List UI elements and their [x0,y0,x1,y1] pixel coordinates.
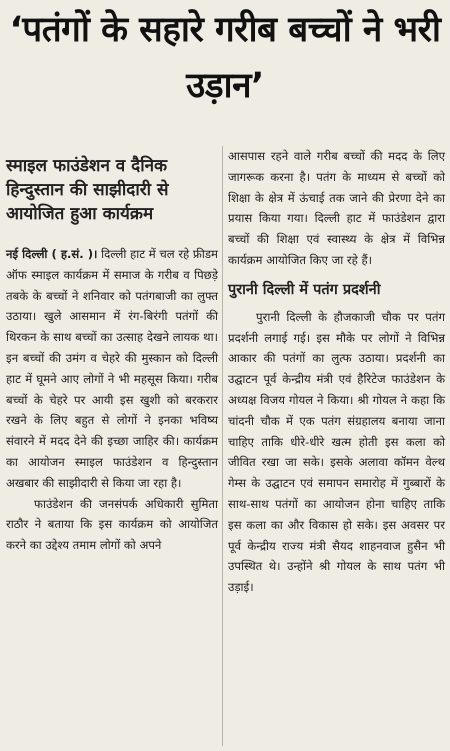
column-divider [222,146,223,746]
section-heading: पुरानी दिल्ली में पतंग प्रदर्शनी [228,281,381,298]
lead-paragraph-text: दिल्ली हाट में चल रहे फ्रीडम ऑफ स्माइल कार्यक्रम में समाज के गरीब व पिछड़े तबके के बच्चों ने शनिवार को पतंगबाजी का लुफ्त उठाया। खुले आसमान में रंग-बिरंगी पतंगों की थिरकन के साथ बच्चों का उत्साह देखने लायक था। इन बच्चों की उमंग व चेहरे की मुस्कान को दिल्ली हाट में घूमने आए लोगों ने भी महसूस किया। गरीब बच्चों के चेहरे पर आयी इस खुशी को बरकरार रखने के लिए बहुत से लोगों ने इनका भविष्य संवारने में मदद देने की इच्छा जाहिर की। कार्यक्रम का आयोजन स्माइल फाउंडेशन व हिन्दुस्तान अखबार की साझीदारी से किया जा रहा है। [6,247,218,490]
subheadline: स्माइल फाउंडेशन व दैनिक हिन्दुस्तान की साझीदारी से आयोजित हुआ कार्यक्रम [6,156,169,224]
headline: ‘पतंगों के सहारे गरीब बच्चों ने भरी उड़ान’ [9,10,441,106]
dateline: नई दिल्ली ( ह.सं. )। [6,247,98,261]
exhibition-paragraph: पुरानी दिल्ली के हौजकाजी चौक पर पतंग प्रदर्शनी लगाई गई। इस मौके पर लोगों ने विभिन्न आकार की पतंगों का लुत्फ उठाया। प्रदर्शनी का उद्घाटन पूर्व केन्द्रीय मंत्री एवं हैरिटेज फाउंडेशन के अध्यक्ष विजय गोयल ने किया। श्री गोयल ने कहा कि चांदनी चौक में एक पतंग संग्रहालय बनाया जाना चाहिए ताकि धीरे-धीरे खत्म होती इस कला को जीवित रखा जा सके। इसके अलावा कॉमन वेल्थ गेम्स के उद्घाटन एवं समापन समारोह में गुब्बारों के साथ-साथ पतंगों का आयोजन होना चाहिए ताकि इस कला का और विकास हो सके। इस अवसर पर पूर्व केन्द्रीय राज्य मंत्री सैयद शाहनवाज हुसैन भी उपस्थित थे। उन्होंने श्री गोयल के साथ पतंग भी उड़ाई। [228,309,445,595]
right-column [228,146,445,598]
lead-paragraph [6,244,218,494]
second-paragraph: फाउंडेशन की जनसंपर्क अधिकारी सुमिता राठौर ने बताया कि इस कार्यक्रम को आयोजित करने का उद्देश्य तमाम लोगों को अपने [6,496,218,553]
left-column [6,146,218,556]
continued-paragraph: आसपास रहने वाले गरीब बच्चों की मदद के लिए जागरूक करना है। पतंग के माध्यम से बच्चों को शिक्षा के क्षेत्र में ऊंचाई तक जाने की प्रेरणा देने का प्रयास किया गया। दिल्ली हाट में फाउंडेशन द्वारा बच्चों की शिक्षा एवं स्वास्थ्य के क्षेत्र में विभिन्न कार्यक्रम आयोजित किए जा रहे हैं। [228,149,445,267]
